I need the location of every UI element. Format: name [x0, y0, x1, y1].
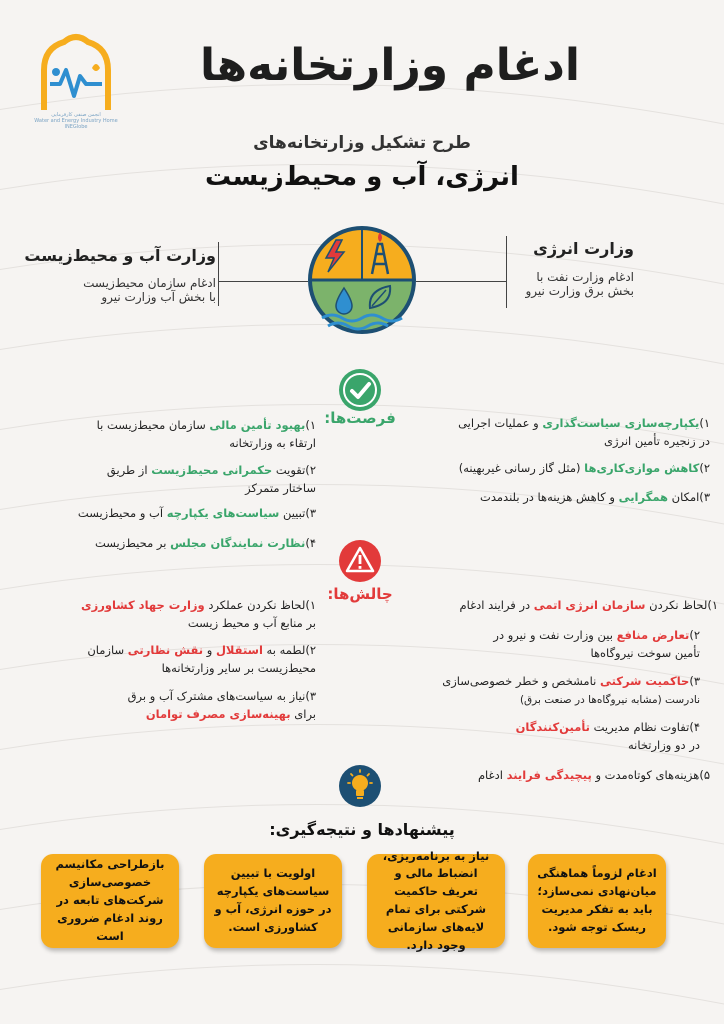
highlight: پیچیدگی فرایند	[506, 768, 592, 782]
text: ۴)تفاوت نظام مدیریت	[589, 720, 700, 734]
card-text: اولویت با تبیین سیاست‌های یکپارچه در حوزه انرژی، آب و کشاورزی است.	[214, 866, 332, 934]
text: ۵)هزینه‌های کوتاه‌مدت و	[591, 768, 710, 782]
conclusion-card-1	[528, 854, 666, 948]
conclusion-card-2	[367, 848, 505, 952]
lightbulb-icon	[338, 764, 382, 808]
text: ۳)نیاز به سیاست‌های مشترک آب و برق	[127, 689, 316, 703]
text: تأمین سوخت نیروگاه‌ها	[590, 645, 700, 660]
opp-left-2	[16, 462, 316, 498]
text: نادرست (مشابه نیروگاه‌ها در صنعت برق)	[519, 693, 700, 706]
logo-caption-en: Water and Energy Industry Home INEGlobe	[34, 118, 118, 130]
water-ministry-title: وزارت آب و محیط‌زیست	[24, 246, 216, 265]
challenges-label: چالش‌ها:	[327, 585, 393, 603]
ch-right-2	[370, 627, 700, 663]
opp-left-3	[16, 505, 316, 523]
text: نامشخص و خطر خصوصی‌سازی	[442, 674, 600, 688]
text: ۱)	[305, 418, 316, 432]
energy-ministry-desc	[414, 270, 634, 299]
energy-ministry-title: وزارت انرژی	[533, 239, 634, 258]
text: ۳)	[689, 674, 700, 688]
card-text: ادغام لزوماً هماهنگی میان‌نهادی نمی‌سازد؛ باید به تفکر مدیریت ریسک توجه شود.	[537, 866, 657, 934]
text: ۴)	[305, 536, 316, 550]
energy-ministry-desc2: بخش برق وزارت نیرو	[525, 284, 634, 299]
card-text: بازطراحی مکانیسم خصوصی‌سازی شرکت‌های تابعه در روند ادغام ضروری است	[55, 857, 165, 943]
highlight: تأمین‌کنندگان	[515, 720, 590, 734]
water-ministry-desc2: با بخش آب وزارت نیرو	[101, 290, 216, 305]
energy-water-environment-icon	[306, 224, 418, 336]
divider-right-vertical	[506, 236, 507, 308]
water-ministry-desc1: ادغام سازمان محیط‌زیست	[83, 276, 216, 290]
opportunities-label: فرصت‌ها:	[324, 409, 396, 427]
text: ۲)	[699, 461, 710, 475]
text: در زنجیره تأمین انرژی	[603, 433, 710, 448]
text: ۱)لحاظ نکردن عملکرد	[204, 598, 316, 612]
text: ۱)	[699, 416, 710, 430]
highlight: نقش نظارتی	[127, 643, 204, 657]
divider-left-vertical	[218, 242, 219, 306]
text: سازمان محیط‌زیست با	[96, 418, 210, 432]
highlight: استقلال	[215, 643, 263, 657]
highlight: سیاست‌های یکپارچه	[166, 506, 280, 520]
divider-right	[416, 281, 506, 282]
logo-icon	[30, 30, 122, 112]
text: برای	[290, 706, 316, 721]
card-text: نیاز به برنامه‌ریزی، انضباط مالی و تعریف حاکمیت شرکتی برای تمام لایه‌های سازمانی وجود دارد.	[382, 848, 490, 952]
text: بر محیط‌زیست	[94, 536, 171, 550]
highlight: وزارت جهاد کشاورزی	[81, 598, 205, 612]
ch-left-1	[16, 597, 316, 633]
conclusion-label: پیشنهادها و نتیجه‌گیری:	[269, 820, 455, 839]
subtitle-line2: انرژی، آب و محیط‌زیست	[205, 162, 519, 192]
conclusion-card-3	[204, 854, 342, 948]
highlight: یکپارچه‌سازی سیاست‌گذاری	[542, 416, 700, 430]
ch-right-3	[370, 673, 700, 709]
conclusion-card-4	[41, 854, 179, 948]
highlight: همگرایی	[618, 490, 668, 504]
text: ساختار متمرکز	[245, 480, 316, 495]
highlight: حاکمیت شرکتی	[599, 674, 690, 688]
ch-right-5	[380, 767, 710, 785]
text: و کاهش هزینه‌ها در بلندمدت	[480, 490, 619, 504]
text: در دو وزارتخانه	[627, 737, 700, 752]
text: بین وزارت نفت و نیرو در	[493, 628, 617, 642]
page-title: ادغام وزارتخانه‌ها	[200, 40, 580, 91]
highlight: سازمان انرژی اتمی	[533, 598, 646, 612]
highlight: بهبود تأمین مالی	[209, 418, 306, 432]
highlight: نظارت نمایندگان مجلس	[170, 536, 306, 550]
text: و	[203, 643, 216, 657]
energy-ministry-desc1: ادغام وزارت نفت با	[536, 270, 634, 284]
opp-right-3	[380, 489, 710, 507]
opp-right-2	[380, 460, 710, 478]
text: ۱)لحاظ نکردن	[645, 598, 718, 612]
text: ارتقاء به وزارتخانه	[229, 435, 316, 450]
text: ۲)تقویت	[272, 463, 316, 477]
checkmark-icon	[337, 367, 383, 413]
ch-right-1	[378, 597, 718, 615]
text: ۲)	[689, 628, 700, 642]
logo-caption: انجمن صنفی کارفرمایی	[51, 112, 101, 118]
text: سازمان	[87, 643, 128, 657]
text: محیط‌زیست بر سایر وزارتخانه‌ها	[161, 660, 316, 675]
highlight: بهینه‌سازی مصرف توامان	[145, 706, 291, 721]
ch-left-2	[16, 642, 316, 678]
subtitle-line1: طرح تشکیل وزارتخانه‌های	[253, 133, 471, 153]
warning-icon	[337, 538, 383, 584]
text: ادغام	[477, 768, 507, 782]
text: آب و محیط‌زیست	[77, 506, 167, 520]
opp-right-1	[380, 415, 710, 451]
text: و عملیات اجرایی	[458, 416, 543, 430]
text: ۳)امکان	[668, 490, 710, 504]
highlight: حکمرانی محیط‌زیست	[151, 463, 273, 477]
text: از طریق	[106, 463, 152, 477]
water-ministry-desc	[0, 276, 216, 305]
text: ۲)لطمه به	[262, 643, 316, 657]
text: ۳)تبیین	[279, 506, 316, 520]
ch-left-3	[16, 688, 316, 724]
divider-left	[218, 281, 308, 282]
opp-left-1	[16, 417, 316, 453]
ch-right-4	[370, 719, 700, 755]
text: بر منابع آب و محیط زیست	[187, 615, 316, 630]
text: در فرایند ادغام	[459, 598, 534, 612]
opp-left-4	[16, 535, 316, 553]
highlight: کاهش موازی‌کاری‌ها	[584, 461, 700, 475]
text: (مثل گاز رسانی غیربهینه)	[458, 461, 585, 475]
highlight: تعارض منافع	[616, 628, 690, 642]
